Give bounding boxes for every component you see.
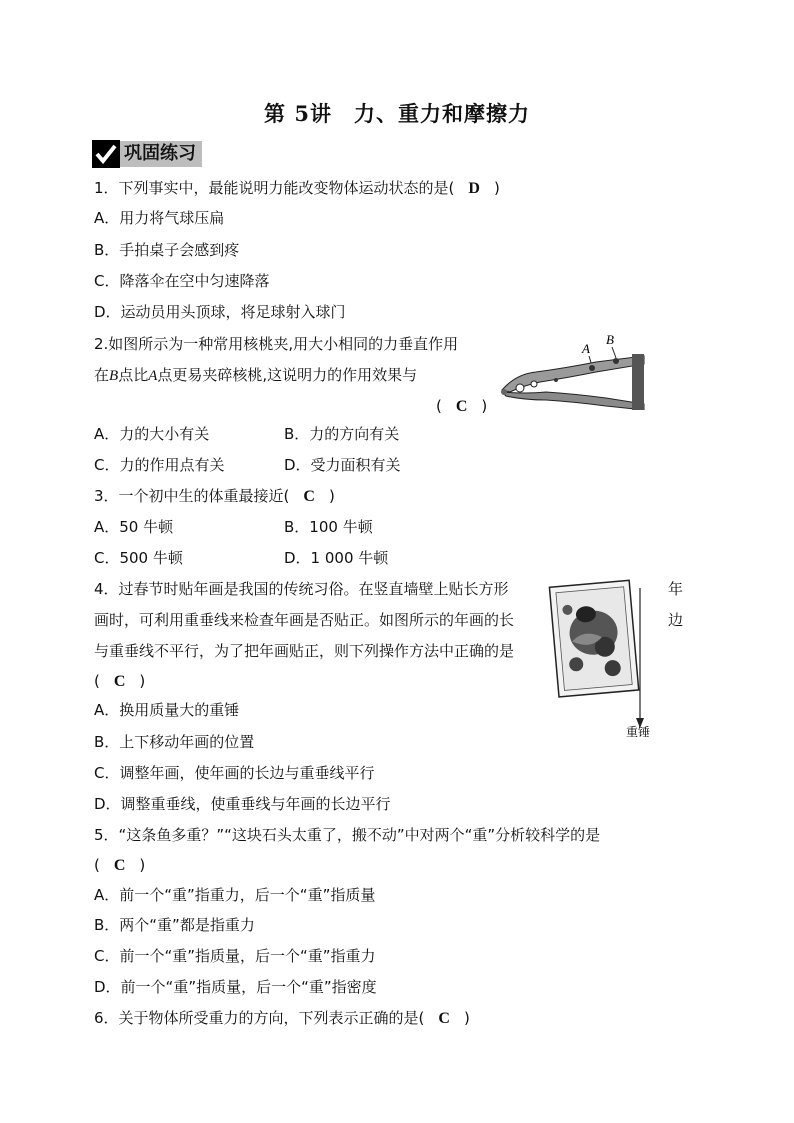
q4-answer: C	[113, 673, 126, 690]
q5-answer-bracket: ( C )	[94, 856, 146, 874]
q1-option-d: D．运动员用头顶球，将足球射入球门	[94, 303, 346, 321]
q4-stem-line2-end: 边	[668, 611, 684, 629]
section-label: 巩固练习	[120, 141, 202, 167]
plumb-bob-label: 重锤	[626, 725, 651, 739]
q2-option-a: A．力的大小有关	[94, 425, 210, 443]
q5-option-c: C．前一个“重”指质量，后一个“重”指重力	[94, 947, 376, 965]
q5-option-d: D．前一个“重”指质量，后一个“重”指密度	[94, 978, 377, 996]
q4-stem-line1: 4．过春节时贴年画是我国的传统习俗。在竖直墙壁上贴长方形	[94, 580, 509, 598]
q5-option-b: B．两个“重”都是指重力	[94, 916, 255, 934]
page-title: 第 5讲 力、重力和摩擦力	[264, 101, 530, 126]
q2-stem-line2: 在B点比A点更易夹碎核桃,这说明力的作用效果与	[94, 366, 418, 384]
q5-answer: C	[113, 857, 126, 874]
q5-stem: 5．“这条鱼多重？”“这块石头太重了，搬不动”中对两个“重”分析较科学的是	[94, 826, 601, 844]
q4-option-c: C．调整年画，使年画的长边与重垂线平行	[94, 764, 375, 782]
q2-option-b: B．力的方向有关	[284, 425, 400, 443]
figure-label-a: A	[582, 341, 590, 356]
q5-option-a: A．前一个“重”指重力，后一个“重”指质量	[94, 886, 376, 904]
q2-answer-bracket: ( C )	[436, 397, 488, 415]
q6-stem: 6．关于物体所受重力的方向，下列表示正确的是( C )	[94, 1009, 470, 1027]
q2-stem-line1: 2.如图所示为一种常用核桃夹,用大小相同的力垂直作用	[94, 335, 459, 353]
q2-option-d: D．受力面积有关	[284, 456, 401, 474]
q4-stem-line3: 与重垂线不平行，为了把年画贴正，则下列操作方法中正确的是	[94, 642, 515, 660]
q4-option-d: D．调整重垂线，使重垂线与年画的长边平行	[94, 795, 391, 813]
q4-option-b: B．上下移动年画的位置	[94, 733, 255, 751]
q1-option-c: C．降落伞在空中匀速降落	[94, 272, 270, 290]
figure-label-b: B	[606, 332, 614, 347]
q3-option-b: B．100 牛顿	[284, 518, 373, 536]
q3-option-c: C．500 牛顿	[94, 549, 183, 567]
section-header	[92, 140, 202, 168]
new-year-painting-figure	[544, 578, 660, 740]
q1-answer: D	[468, 180, 480, 197]
q2-option-c: C．力的作用点有关	[94, 456, 225, 474]
q2-answer: C	[455, 398, 468, 415]
nutcracker-figure	[496, 330, 648, 410]
q3-stem: 3．一个初中生的体重最接近( C )	[94, 487, 335, 505]
q1-stem: 1．下列事实中，最能说明力能改变物体运动状态的是( D )	[94, 179, 500, 197]
q1-option-a: A．用力将气球压扁	[94, 209, 225, 227]
q6-answer: C	[438, 1010, 450, 1027]
q3-option-a: A．50 牛顿	[94, 518, 174, 536]
q4-stem-line1-end: 年	[668, 580, 684, 598]
q4-option-a: A．换用质量大的重锤	[94, 701, 240, 719]
q1-option-b: B．手拍桌子会感到疼	[94, 241, 240, 259]
checkmark-icon	[92, 140, 120, 168]
q4-answer-bracket: ( C )	[94, 672, 146, 690]
q3-answer: C	[303, 488, 315, 505]
q3-option-d: D．1 000 牛顿	[284, 549, 389, 567]
q4-stem-line2: 画时，可利用重垂线来检查年画是否贴正。如图所示的年画的长	[94, 611, 515, 629]
